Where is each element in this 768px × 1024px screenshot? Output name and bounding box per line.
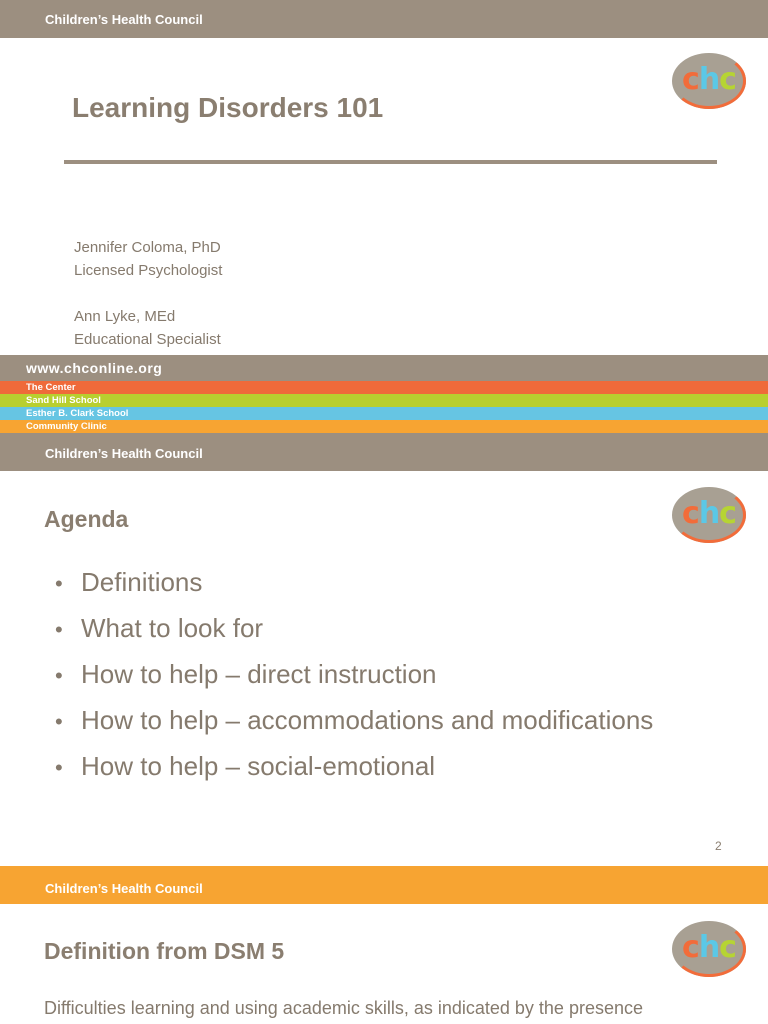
agenda-item-text: How to help – direct instruction bbox=[81, 659, 437, 689]
logo-text bbox=[672, 63, 746, 97]
slide1-header-bar bbox=[0, 0, 768, 38]
agenda-item bbox=[55, 560, 653, 606]
logo-text bbox=[672, 497, 746, 531]
agenda-item-text: What to look for bbox=[81, 613, 264, 643]
chc-logo bbox=[672, 487, 746, 543]
logo-letter-c1: c bbox=[682, 496, 699, 531]
bullet-icon: • bbox=[55, 663, 63, 688]
slide3-header-text: Children’s Health Council bbox=[45, 881, 203, 896]
title-divider bbox=[64, 160, 717, 164]
website-text: www.chconline.org bbox=[26, 360, 163, 376]
logo-letter-c2: c bbox=[719, 496, 736, 531]
slide1-header-text: Children’s Health Council bbox=[45, 12, 203, 27]
chc-logo bbox=[672, 53, 746, 109]
chc-logo bbox=[672, 921, 746, 977]
author2-role: Educational Specialist bbox=[74, 331, 221, 348]
bullet-icon: • bbox=[55, 755, 63, 780]
author2-name: Ann Lyke, MEd bbox=[74, 308, 176, 325]
logo-letter-h: h bbox=[698, 62, 720, 97]
author1-role: Licensed Psychologist bbox=[74, 262, 223, 279]
logo-letter-c2: c bbox=[719, 930, 736, 965]
program-community-clinic-label: Community Clinic bbox=[26, 421, 107, 432]
program-band-esther-clark bbox=[0, 407, 768, 420]
program-band-community-clinic bbox=[0, 420, 768, 433]
bullet-icon: • bbox=[55, 709, 63, 734]
logo-letter-h: h bbox=[698, 930, 720, 965]
agenda-list bbox=[55, 560, 653, 790]
website-band bbox=[0, 355, 768, 381]
agenda-item bbox=[55, 606, 653, 652]
bullet-icon: • bbox=[55, 571, 63, 596]
slide3-header-bar bbox=[0, 866, 768, 904]
slide2-header-text: Children’s Health Council bbox=[45, 446, 203, 461]
bullet-icon: • bbox=[55, 617, 63, 642]
author1-name: Jennifer Coloma, PhD bbox=[74, 239, 221, 256]
logo-letter-c2: c bbox=[719, 62, 736, 97]
agenda-item-text: How to help – accommodations and modifications bbox=[81, 705, 654, 735]
agenda-item bbox=[55, 652, 653, 698]
slide2-title: Agenda bbox=[44, 506, 129, 532]
program-band-sand-hill bbox=[0, 394, 768, 407]
agenda-item bbox=[55, 744, 653, 790]
program-center-label: The Center bbox=[26, 382, 76, 393]
slide3-body-text: Difficulties learning and using academic skills, as indicated by the presence bbox=[44, 998, 643, 1018]
logo-letter-c1: c bbox=[682, 62, 699, 97]
agenda-item-text: Definitions bbox=[81, 567, 203, 597]
logo-letter-h: h bbox=[698, 496, 720, 531]
logo-letter-c1: c bbox=[682, 930, 699, 965]
slide3-title: Definition from DSM 5 bbox=[44, 938, 285, 964]
slide2-header-bar bbox=[0, 433, 768, 471]
slide1-title: Learning Disorders 101 bbox=[72, 92, 384, 123]
logo-text bbox=[672, 931, 746, 965]
program-esther-clark-label: Esther B. Clark School bbox=[26, 408, 129, 419]
page-number: 2 bbox=[715, 839, 722, 853]
program-sand-hill-label: Sand Hill School bbox=[26, 395, 101, 406]
agenda-item-text: How to help – social-emotional bbox=[81, 751, 436, 781]
agenda-item bbox=[55, 698, 653, 744]
program-band-center bbox=[0, 381, 768, 394]
